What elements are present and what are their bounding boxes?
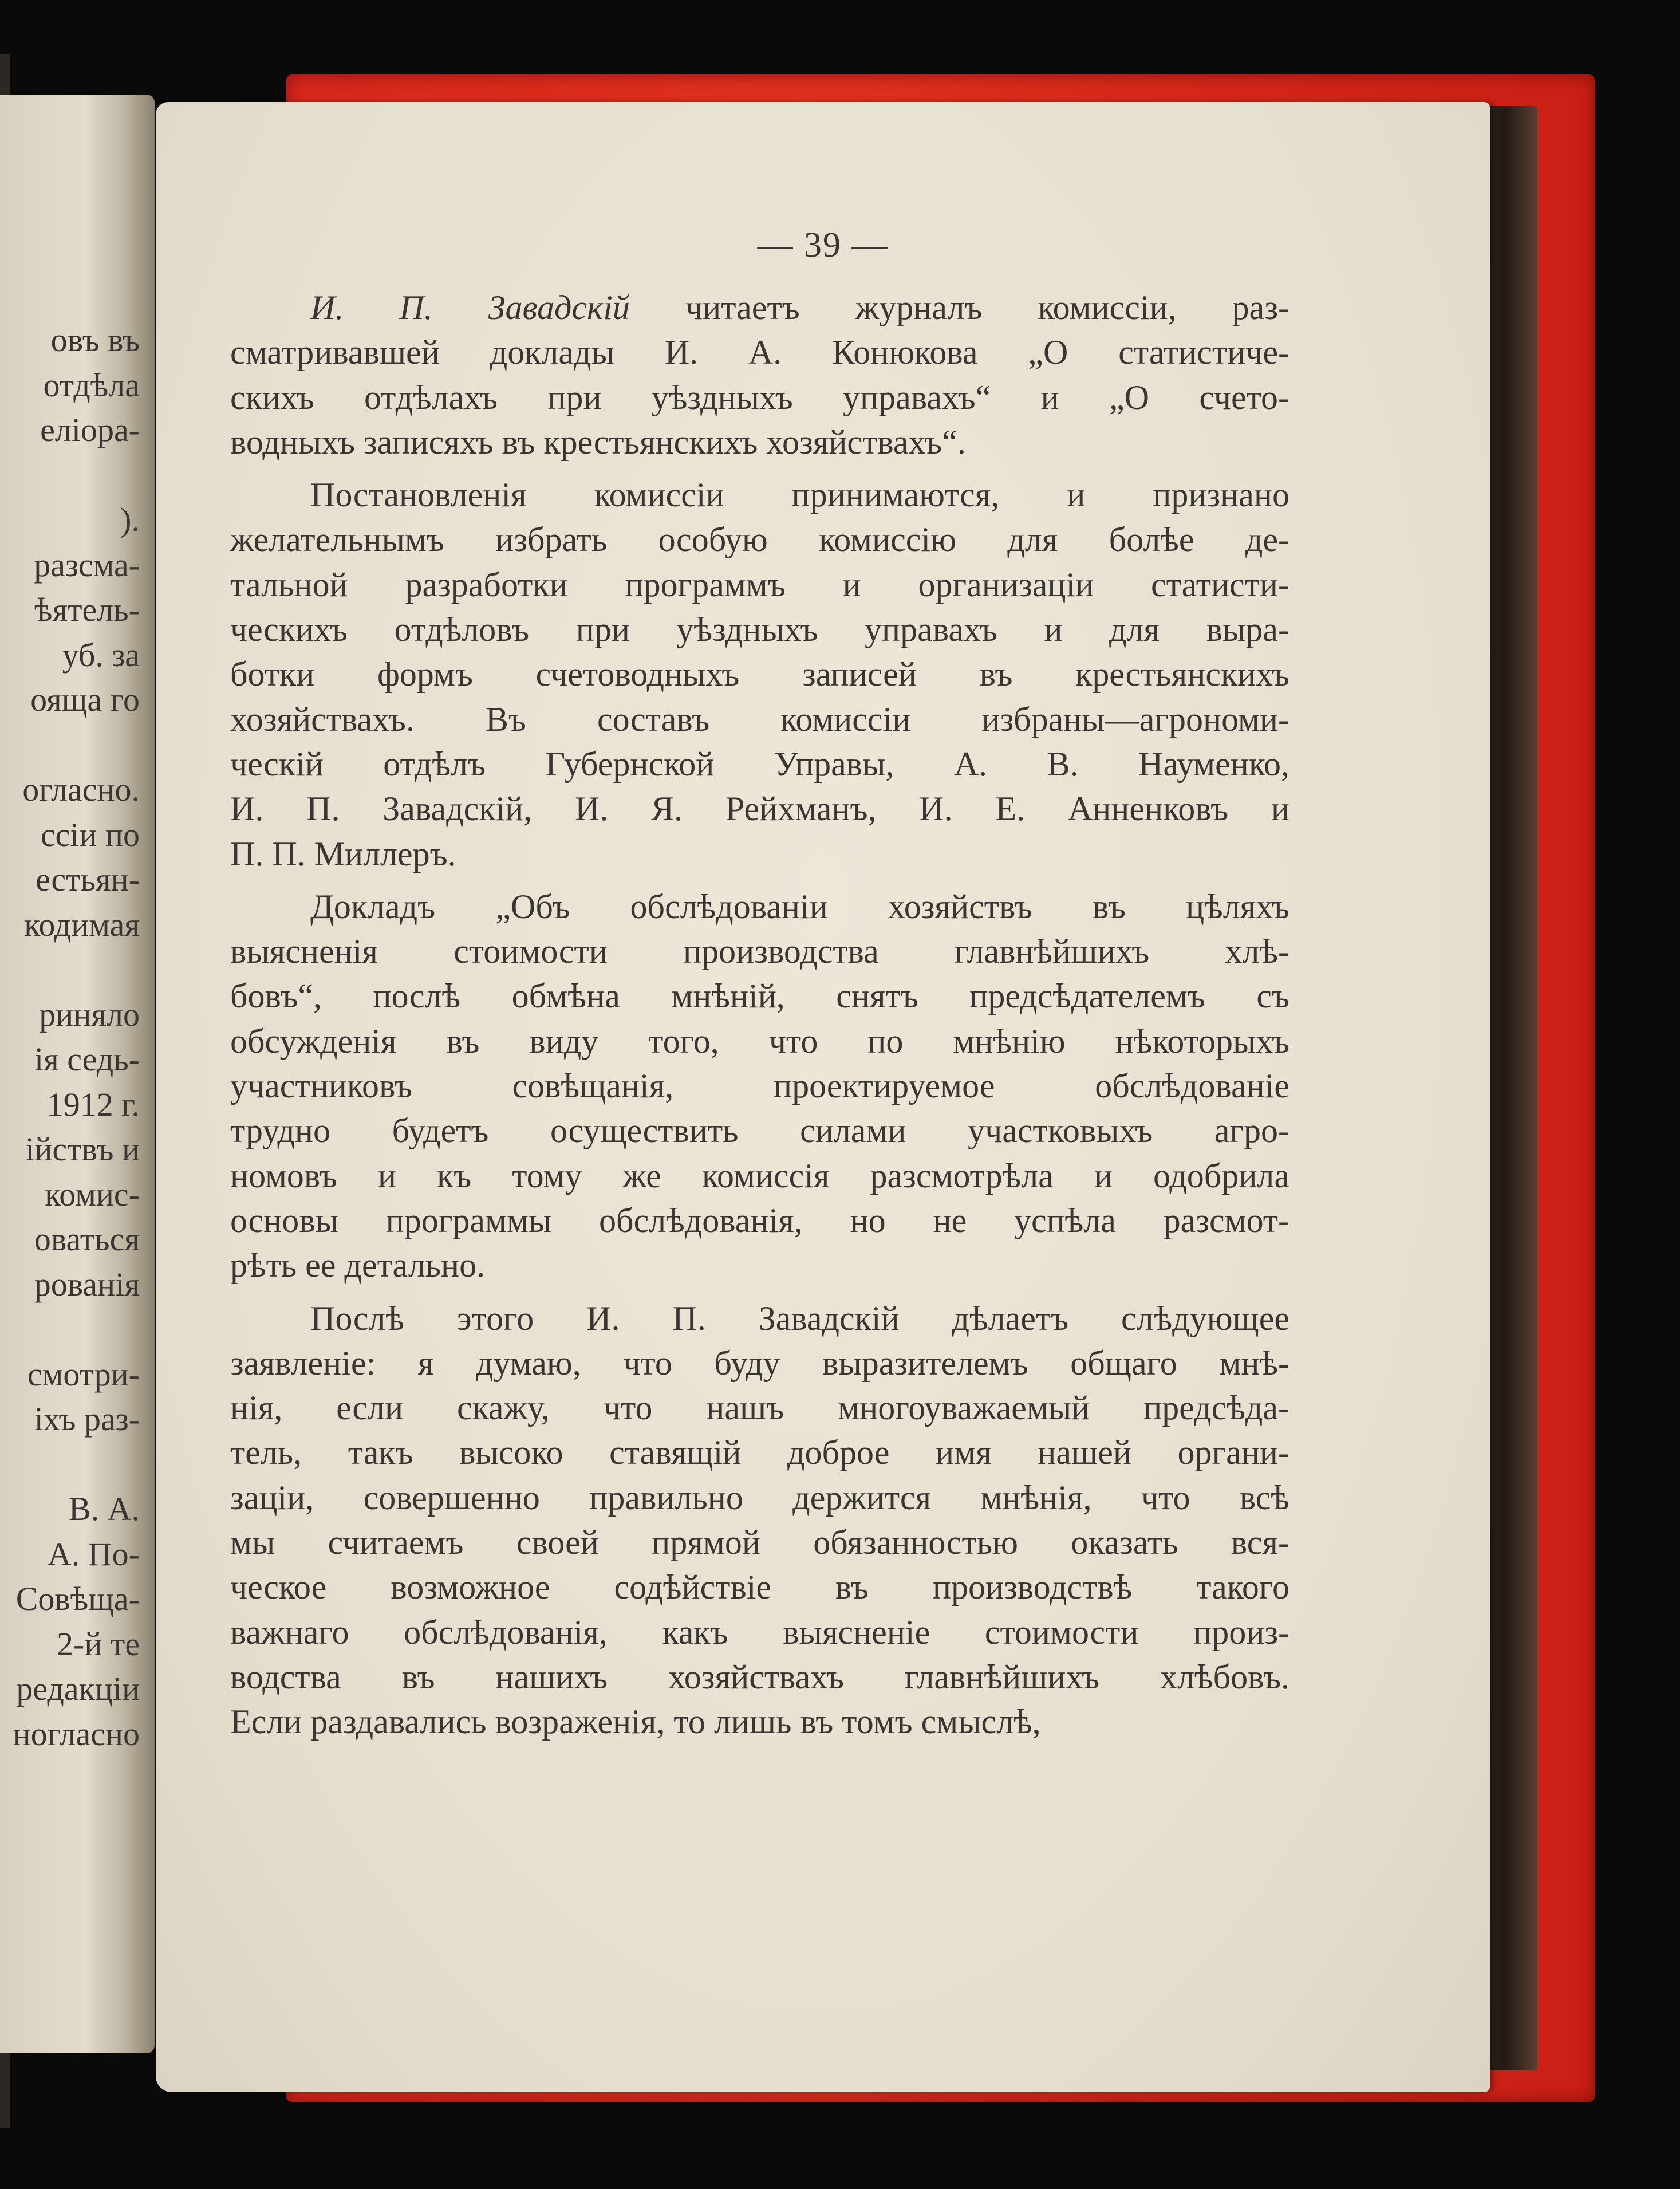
left-page-fragment: ).: [120, 501, 140, 538]
main-page: [156, 102, 1490, 2092]
text-line: желательнымъ избрать особую комиссію для болѣе де-: [230, 521, 1289, 559]
left-page-fragment: разсма-: [34, 546, 140, 584]
left-page-fragment: [2, 1307, 140, 1352]
text-line: бовъ“, послѣ обмѣна мнѣній, снятъ предсѣдателемъ съ: [230, 977, 1289, 1015]
left-page-fragment: 2-й те: [57, 1625, 140, 1663]
text-line: хозяйствахъ. Въ составъ комиссіи избраны—агрономи-: [230, 700, 1289, 738]
left-page-fragment: [2, 453, 140, 498]
left-page-fragment: рованія: [34, 1265, 140, 1303]
text-line: заявленіе: я думаю, что буду выразителемъ общаго мнѣ-: [230, 1344, 1289, 1382]
left-page-fragment: Совѣща-: [15, 1580, 140, 1617]
text-line: мы считаемъ своей прямой обязанностью оказать вся-: [230, 1523, 1289, 1562]
text-line: заціи, совершенно правильно держится мнѣнія, что всѣ: [230, 1478, 1289, 1517]
text-line: Если раздавались возраженія, то лишь въ томъ смыслѣ,: [230, 1703, 1041, 1741]
left-page-fragment: 1912 г.: [46, 1085, 140, 1123]
text-line: водства въ нашихъ хозяйствахъ главнѣйшихъ хлѣбовъ.: [230, 1658, 1289, 1696]
text-line: водныхъ записяхъ въ крестьянскихъ хозяйствахъ“.: [230, 423, 966, 461]
speaker-name: И. П. Завадскій: [310, 289, 630, 326]
left-page-fragment: ссіи по: [40, 816, 140, 853]
text-line: выясненія стоимости производства главнѣйшихъ хлѣ-: [230, 932, 1289, 971]
text-line: Послѣ этого И. П. Завадскій дѣлаетъ слѣдующее: [310, 1299, 1289, 1337]
paragraph-gap: [230, 464, 1289, 473]
text-line: ческихъ отдѣловъ при уѣздныхъ управахъ и для выра-: [230, 611, 1289, 649]
left-page-fragment: ійствъ и: [25, 1131, 140, 1168]
left-page-fragment: ѣятель-: [34, 591, 140, 628]
left-page-fragment: [2, 723, 140, 768]
paragraph-gap: [230, 876, 1289, 884]
text-line: номовъ и къ тому же комиссія разсмотрѣла и одобрила: [230, 1156, 1289, 1195]
line-text: читаетъ журналъ комиссіи, раз-: [629, 289, 1289, 326]
paragraph: [230, 884, 1289, 1288]
page-body-text: [230, 285, 1289, 1745]
page-number: — 39 —: [757, 226, 889, 265]
left-page-fragment: огласно.: [22, 771, 140, 808]
text-line: трудно будетъ осуществить силами участковыхъ агро-: [230, 1112, 1289, 1150]
left-page-fragment: А. По-: [47, 1535, 140, 1573]
left-page-fragment: ояща го: [30, 681, 140, 718]
text-line: ческій отдѣлъ Губернской Управы, А. В. Науменко,: [230, 745, 1289, 783]
left-page-fragment: кодимая: [24, 905, 140, 943]
left-page-fragment: комис-: [45, 1175, 140, 1213]
text-line: скихъ отдѣлахъ при уѣздныхъ управахъ“ и „О счето-: [230, 378, 1289, 416]
left-facing-page: [0, 95, 155, 2053]
text-line: обсужденія въ виду того, что по мнѣнію нѣкоторыхъ: [230, 1022, 1289, 1060]
text-line: тель, такъ высоко ставящій доброе имя нашей органи-: [230, 1434, 1289, 1472]
left-page-fragment: риняло: [39, 995, 140, 1033]
text-line: П. П. Миллеръ.: [230, 834, 456, 873]
left-page-fragment: ія седь-: [34, 1041, 140, 1078]
paragraph: [230, 285, 1289, 464]
left-page-fragment: редакціи: [16, 1670, 140, 1707]
paragraph: [230, 1296, 1289, 1745]
left-page-fragment: смотри-: [27, 1355, 140, 1393]
paragraph-gap: [230, 1288, 1289, 1296]
text-line: важнаго обслѣдованія, какъ выясненіе стоимости произ-: [230, 1613, 1289, 1651]
left-page-fragment: отдѣла: [43, 366, 140, 404]
left-page-fragment: [2, 947, 140, 993]
left-page-fragment: еліора-: [40, 411, 140, 448]
left-page-fragment: овъ въ: [50, 321, 140, 359]
text-line: основы программы обслѣдованія, но не успѣла разсмот-: [230, 1201, 1289, 1239]
text-line: сматривавшей доклады И. А. Конюкова „О статистиче-: [230, 333, 1289, 372]
text-line: рѣть ее детально.: [230, 1246, 486, 1285]
left-page-fragment: [2, 1442, 140, 1487]
left-page-fragment: уб. за: [62, 636, 140, 674]
left-page-fragment: іхъ раз-: [34, 1400, 140, 1438]
left-page-fragment: В. А.: [68, 1490, 140, 1527]
text-line: нія, если скажу, что нашъ многоуважаемый предсѣда-: [230, 1389, 1289, 1427]
left-page-text-fragments: [2, 318, 140, 1757]
text-line: Докладъ „Объ обслѣдованіи хозяйствъ въ цѣляхъ: [310, 887, 1289, 926]
text-line: [230, 285, 1289, 330]
left-page-fragment: естьян-: [36, 861, 140, 898]
text-line: Постановленія комиссіи принимаются, и признано: [310, 476, 1289, 514]
text-line: И. П. Завадскій, И. Я. Рейхманъ, И. Е. Анненковъ и: [230, 790, 1289, 828]
text-line: ческое возможное содѣйствіе въ производствѣ такого: [230, 1568, 1289, 1607]
paragraph: [230, 473, 1289, 876]
text-line: ботки формъ счетоводныхъ записей въ крестьянскихъ: [230, 655, 1289, 694]
text-line: участниковъ совѣщанія, проектируемое обслѣдованіе: [230, 1067, 1289, 1105]
left-page-fragment: ногласно: [13, 1715, 140, 1753]
text-line: тальной разработки программъ и организаціи статисти-: [230, 565, 1289, 604]
left-page-fragment: оваться: [34, 1221, 140, 1258]
